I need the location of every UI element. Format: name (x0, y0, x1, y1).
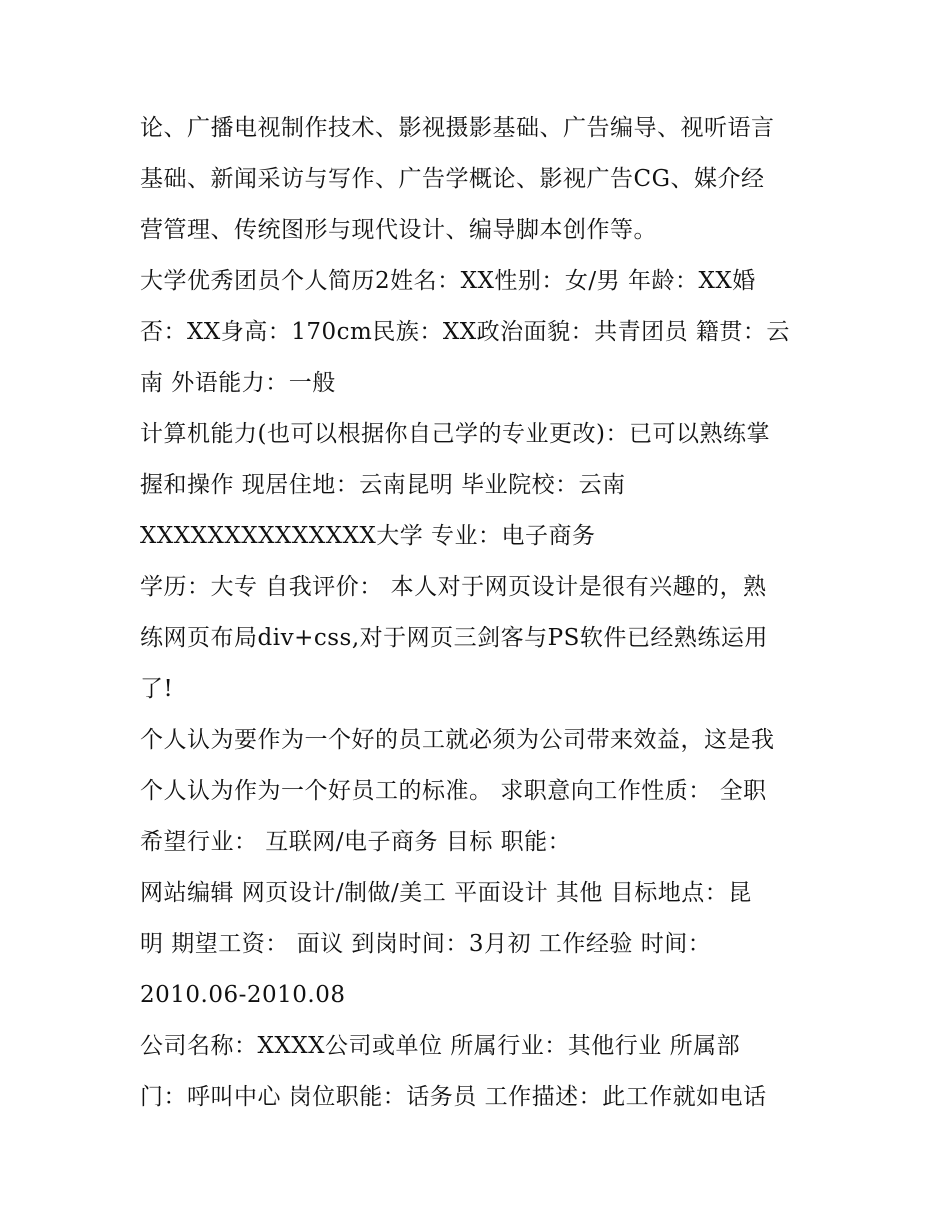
text-line: 希望行业： 互联网/电子商务 目标 职能： (140, 829, 572, 855)
text-line: 基础、新闻采访与写作、广告学概论、影视广告CG、媒介经 (140, 166, 765, 192)
text-line: 个人认为要作为一个好的员工就必须为公司带来效益，这是我 (140, 727, 775, 753)
text-line: 大学优秀团员个人简历2姓名：XX性别：女/男 年龄：XX婚 (140, 268, 756, 294)
text-line: 门：呼叫中心 岗位职能：话务员 工作描述：此工作就如电话 (140, 1084, 767, 1110)
text-line: 明 期望工资： 面议 到岗时间：3月初 工作经验 时间： (140, 931, 712, 957)
text-line: 学历：大专 自我评价： 本人对于网页设计是很有兴趣的，熟 (140, 574, 767, 600)
text-line: 个人认为作为一个好员工的标准。 求职意向工作性质： 全职 (140, 778, 767, 804)
text-line: 2010.06-2010.08 (140, 982, 346, 1008)
text-line: 练网页布局div+css,对于网页三剑客与PS软件已经熟练运用 (140, 625, 768, 651)
text-line: 了! (140, 676, 174, 702)
text-line: 南 外语能力：一般 (140, 370, 336, 396)
text-line: 网站编辑 网页设计/制做/美工 平面设计 其他 目标地点：昆 (140, 880, 752, 906)
text-line: 否：XX身高：170cm民族：XX政治面貌：共青团员 籍贯：云 (140, 319, 790, 345)
text-line: XXXXXXXXXXXXXX大学 专业：电子商务 (140, 523, 596, 549)
text-line: 论、广播电视制作技术、影视摄影基础、广告编导、视听语言 (140, 115, 775, 141)
body-text (140, 103, 820, 1123)
text-line: 营管理、传统图形与现代设计、编导脚本创作等。 (140, 217, 657, 243)
text-line: 计算机能力(也可以根据你自己学的专业更改)：已可以熟练掌 (140, 421, 770, 447)
text-line: 握和操作 现居住地：云南昆明 毕业院校：云南 (140, 472, 626, 498)
text-line: 公司名称：XXXX公司或单位 所属行业：其他行业 所属部 (140, 1033, 741, 1059)
